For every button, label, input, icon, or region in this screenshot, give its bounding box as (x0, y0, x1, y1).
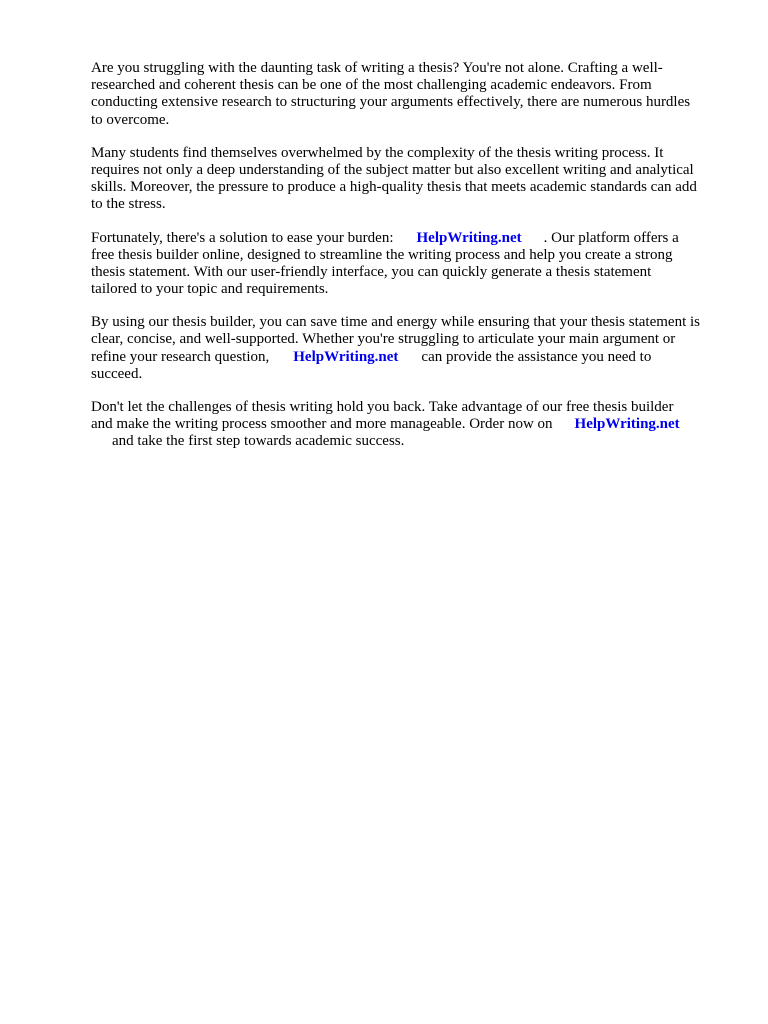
paragraph-call-to-action (91, 399, 731, 451)
text-line: By using our thesis builder, you can save time and energy while ensuring that your thesis statement is (91, 314, 701, 331)
text-line: requires not only a deep understanding of the subject matter but also excellent writing and analytical (91, 161, 694, 178)
text-line: clear, concise, and well-supported. Whether you're struggling to articulate your main argument or (91, 331, 676, 348)
text-line: Don't let the challenges of thesis writing hold you back. Take advantage of our free thesis builder (91, 399, 674, 415)
text-segment: and make the writing process smoother and more manageable. Order now on (91, 416, 553, 433)
helpwriting-link[interactable]: HelpWriting.net (574, 416, 680, 433)
text-segment: refine your research question, (91, 348, 270, 365)
text-line (91, 349, 731, 366)
text-line: Are you struggling with the daunting task of writing a thesis? You're not alone. Crafting a well- (91, 60, 663, 76)
text-line (91, 433, 731, 450)
text-line: tailored to your topic and requirements. (91, 281, 329, 298)
helpwriting-link[interactable]: HelpWriting.net (293, 348, 399, 365)
paragraph-solution (91, 230, 731, 299)
text-line: Many students find themselves overwhelmed by the complexity of the thesis writing process. It (91, 144, 664, 161)
text-line: skills. Moreover, the pressure to produce a high-quality thesis that meets academic standards can add (91, 179, 697, 196)
text-segment: Fortunately, there's a solution to ease your burden: (91, 229, 394, 246)
text-segment: and take the first step towards academic success. (112, 433, 405, 450)
paragraph-challenges (91, 145, 731, 214)
text-line: thesis statement. With our user-friendly interface, you can quickly generate a thesis statement (91, 263, 652, 280)
text-line: to overcome. (91, 111, 170, 128)
text-line: free thesis builder online, designed to streamline the writing process and help you create a strong (91, 246, 673, 263)
helpwriting-link[interactable]: HelpWriting.net (416, 229, 522, 246)
paragraph-benefits (91, 314, 731, 383)
text-line: conducting extensive research to structuring your arguments effectively, there are numerous hurdles (91, 94, 691, 111)
document-body (91, 60, 731, 467)
text-line: researched and coherent thesis can be one of the most challenging academic endeavors. From (91, 77, 652, 94)
text-line: succeed. (91, 365, 143, 382)
text-line: to the stress. (91, 196, 166, 213)
text-segment: can provide the assistance you need to (421, 348, 652, 365)
paragraph-intro (91, 60, 731, 129)
text-line (91, 230, 731, 247)
text-segment: . Our platform offers a (543, 229, 679, 246)
text-line (91, 416, 731, 433)
